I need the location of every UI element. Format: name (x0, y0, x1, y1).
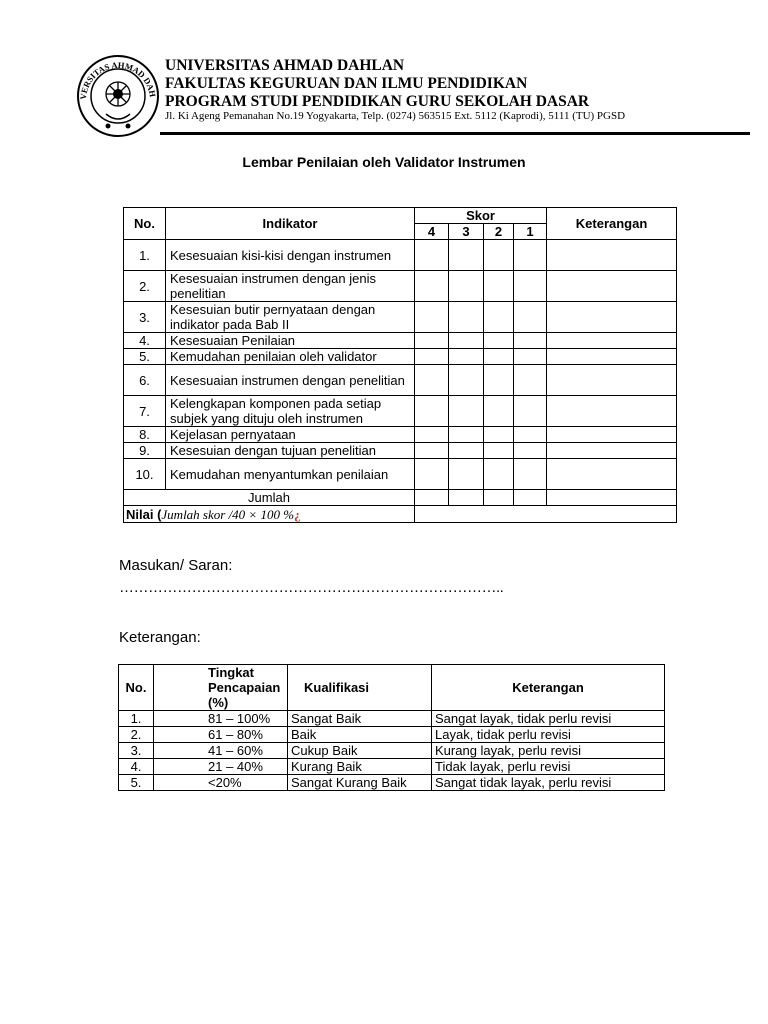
ket-row-number: 3. (119, 743, 154, 759)
nilai-formula: Jumlah skor /40 × 100 % (161, 506, 295, 522)
ket-header-keterangan: Keterangan (432, 665, 665, 711)
jumlah-score-cell[interactable] (449, 490, 484, 506)
tingkat-cell: 81 – 100% (154, 711, 288, 727)
score-cell[interactable] (415, 333, 449, 349)
score-cell[interactable] (449, 365, 484, 396)
tingkat-cell: <20% (154, 775, 288, 791)
score-level-1: 1 (514, 224, 547, 240)
score-cell[interactable] (449, 240, 484, 271)
kualifikasi-cell: Cukup Baik (288, 743, 432, 759)
table-row (119, 759, 665, 775)
table-row (124, 459, 677, 490)
university-name: UNIVERSITAS AHMAD DAHLAN (165, 57, 405, 74)
keterangan-cell[interactable] (547, 396, 677, 427)
score-cell[interactable] (415, 271, 449, 302)
row-number: 5. (124, 349, 166, 365)
score-cell[interactable] (514, 240, 547, 271)
score-cell[interactable] (514, 365, 547, 396)
table-row (119, 743, 665, 759)
score-cell[interactable] (449, 459, 484, 490)
kualifikasi-cell: Sangat Kurang Baik (288, 775, 432, 791)
table-row (124, 365, 677, 396)
score-cell[interactable] (514, 427, 547, 443)
ket-header-kualifikasi: Kualifikasi (288, 665, 432, 711)
header-indikator: Indikator (166, 208, 415, 240)
score-cell[interactable] (449, 427, 484, 443)
score-cell[interactable] (449, 271, 484, 302)
jumlah-keterangan-cell[interactable] (547, 490, 677, 506)
table-row (124, 396, 677, 427)
keterangan-cell[interactable] (547, 240, 677, 271)
tingkat-cell: 61 – 80% (154, 727, 288, 743)
header-no: No. (124, 208, 166, 240)
keterangan-cell[interactable] (547, 302, 677, 333)
score-cell[interactable] (484, 349, 514, 365)
nilai-value-cell[interactable] (415, 506, 677, 523)
row-number: 10. (124, 459, 166, 490)
score-cell[interactable] (484, 271, 514, 302)
score-cell[interactable] (484, 427, 514, 443)
ket-keterangan-cell: Tidak layak, perlu revisi (432, 759, 665, 775)
score-cell[interactable] (514, 443, 547, 459)
indikator-cell: Kelengkapan komponen pada setiap subjek yang dituju oleh instrumen (166, 396, 415, 427)
nilai-label: Nilai ( (126, 506, 162, 522)
program-name: PROGRAM STUDI PENDIDIKAN GURU SEKOLAH DASAR (165, 93, 590, 110)
masukan-label: Masukan/ Saran: (119, 557, 233, 574)
ket-row-number: 2. (119, 727, 154, 743)
tingkat-cell: 21 – 40% (154, 759, 288, 775)
kualifikasi-cell: Sangat Baik (288, 711, 432, 727)
score-cell[interactable] (449, 302, 484, 333)
ket-keterangan-cell: Layak, tidak perlu revisi (432, 727, 665, 743)
keterangan-cell[interactable] (547, 333, 677, 349)
keterangan-cell[interactable] (547, 349, 677, 365)
validation-table (123, 207, 677, 523)
score-cell[interactable] (514, 302, 547, 333)
jumlah-score-cell[interactable] (415, 490, 449, 506)
row-number: 7. (124, 396, 166, 427)
score-cell[interactable] (415, 349, 449, 365)
address-line: Jl. Ki Ageng Pemanahan No.19 Yogyakarta, Telp. (0274) 563515 Ext. 5112 (Kaprodi), 5111 (TU) PGSD (165, 110, 626, 122)
qualification-table (118, 664, 665, 791)
ket-header-no: No. (119, 665, 154, 711)
university-logo (76, 54, 160, 138)
score-cell[interactable] (514, 271, 547, 302)
table-row (124, 427, 677, 443)
indikator-cell: Kesesuaian instrumen dengan penelitian (166, 365, 415, 396)
score-cell[interactable] (484, 396, 514, 427)
table-row (119, 775, 665, 791)
row-number: 4. (124, 333, 166, 349)
row-number: 6. (124, 365, 166, 396)
ket-keterangan-cell: Sangat layak, tidak perlu revisi (432, 711, 665, 727)
score-cell[interactable] (484, 443, 514, 459)
row-number: 2. (124, 271, 166, 302)
score-level-3: 3 (449, 224, 484, 240)
score-level-2: 2 (484, 224, 514, 240)
indikator-cell: Kesesuaian Penilaian (166, 333, 415, 349)
jumlah-score-cell[interactable] (484, 490, 514, 506)
score-cell[interactable] (415, 365, 449, 396)
row-number: 1. (124, 240, 166, 271)
tingkat-cell: 41 – 60% (154, 743, 288, 759)
score-cell[interactable] (484, 365, 514, 396)
kualifikasi-cell: Baik (288, 727, 432, 743)
indikator-cell: Kesesuian dengan tujuan penelitian (166, 443, 415, 459)
keterangan-cell[interactable] (547, 459, 677, 490)
header-skor: Skor (415, 208, 547, 224)
score-cell[interactable] (449, 333, 484, 349)
score-cell[interactable] (484, 459, 514, 490)
kualifikasi-cell: Kurang Baik (288, 759, 432, 775)
indikator-cell: Kesesuian butir pernyataan dengan indikator pada Bab II (166, 302, 415, 333)
score-cell[interactable] (514, 459, 547, 490)
ket-row-number: 4. (119, 759, 154, 775)
row-number: 9. (124, 443, 166, 459)
score-cell[interactable] (415, 427, 449, 443)
table-row (124, 443, 677, 459)
faculty-name: FAKULTAS KEGURUAN DAN ILMU PENDIDIKAN (165, 75, 528, 92)
row-number: 8. (124, 427, 166, 443)
indikator-cell: Kejelasan pernyataan (166, 427, 415, 443)
svg-text:UNIVERSITAS AHMAD DAHLAN: VERSITAS AHMAD DAH (77, 59, 158, 101)
score-cell[interactable] (449, 396, 484, 427)
jumlah-label: Jumlah (124, 490, 415, 506)
score-cell[interactable] (514, 396, 547, 427)
header-keterangan: Keterangan (547, 208, 677, 240)
nilai-row (124, 506, 677, 523)
score-cell[interactable] (415, 443, 449, 459)
table-row (124, 271, 677, 302)
keterangan-cell[interactable] (547, 427, 677, 443)
nilai-formula-end: ¿ (294, 506, 301, 522)
indikator-cell: Kemudahan penilaian oleh validator (166, 349, 415, 365)
ket-header-tingkat: Tingkat Pencapaian (%) (154, 665, 288, 711)
jumlah-row (124, 490, 677, 506)
ket-keterangan-cell: Kurang layak, perlu revisi (432, 743, 665, 759)
table-row (124, 333, 677, 349)
table-row (119, 711, 665, 727)
keterangan-cell[interactable] (547, 271, 677, 302)
indikator-cell: Kesesuaian instrumen dengan jenis penelitian (166, 271, 415, 302)
indikator-cell: Kemudahan menyantumkan penilaian (166, 459, 415, 490)
letterhead-divider (160, 132, 750, 135)
ket-row-number: 1. (119, 711, 154, 727)
nilai-label-cell (124, 506, 415, 523)
table-row (119, 727, 665, 743)
table-row (124, 240, 677, 271)
score-cell[interactable] (415, 396, 449, 427)
ket-keterangan-cell: Sangat tidak layak, perlu revisi (432, 775, 665, 791)
jumlah-score-cell[interactable] (514, 490, 547, 506)
score-cell[interactable] (415, 240, 449, 271)
keterangan-label: Keterangan: (119, 629, 201, 646)
indikator-cell: Kesesuaian kisi-kisi dengan instrumen (166, 240, 415, 271)
ket-row-number: 5. (119, 775, 154, 791)
score-cell[interactable] (415, 302, 449, 333)
keterangan-cell[interactable] (547, 365, 677, 396)
score-cell[interactable] (484, 240, 514, 271)
score-cell[interactable] (449, 443, 484, 459)
letterhead-text (165, 57, 589, 111)
score-level-4: 4 (415, 224, 449, 240)
keterangan-cell[interactable] (547, 443, 677, 459)
score-cell[interactable] (449, 349, 484, 365)
row-number: 3. (124, 302, 166, 333)
score-cell[interactable] (484, 302, 514, 333)
score-cell[interactable] (484, 333, 514, 349)
score-cell[interactable] (514, 333, 547, 349)
score-cell[interactable] (514, 349, 547, 365)
score-cell[interactable] (415, 459, 449, 490)
document-title: Lembar Penilaian oleh Validator Instrumen (242, 154, 526, 170)
masukan-dotted-line: …………………………………………………………………….. (119, 579, 504, 596)
table-row (124, 349, 677, 365)
table-row (124, 302, 677, 333)
